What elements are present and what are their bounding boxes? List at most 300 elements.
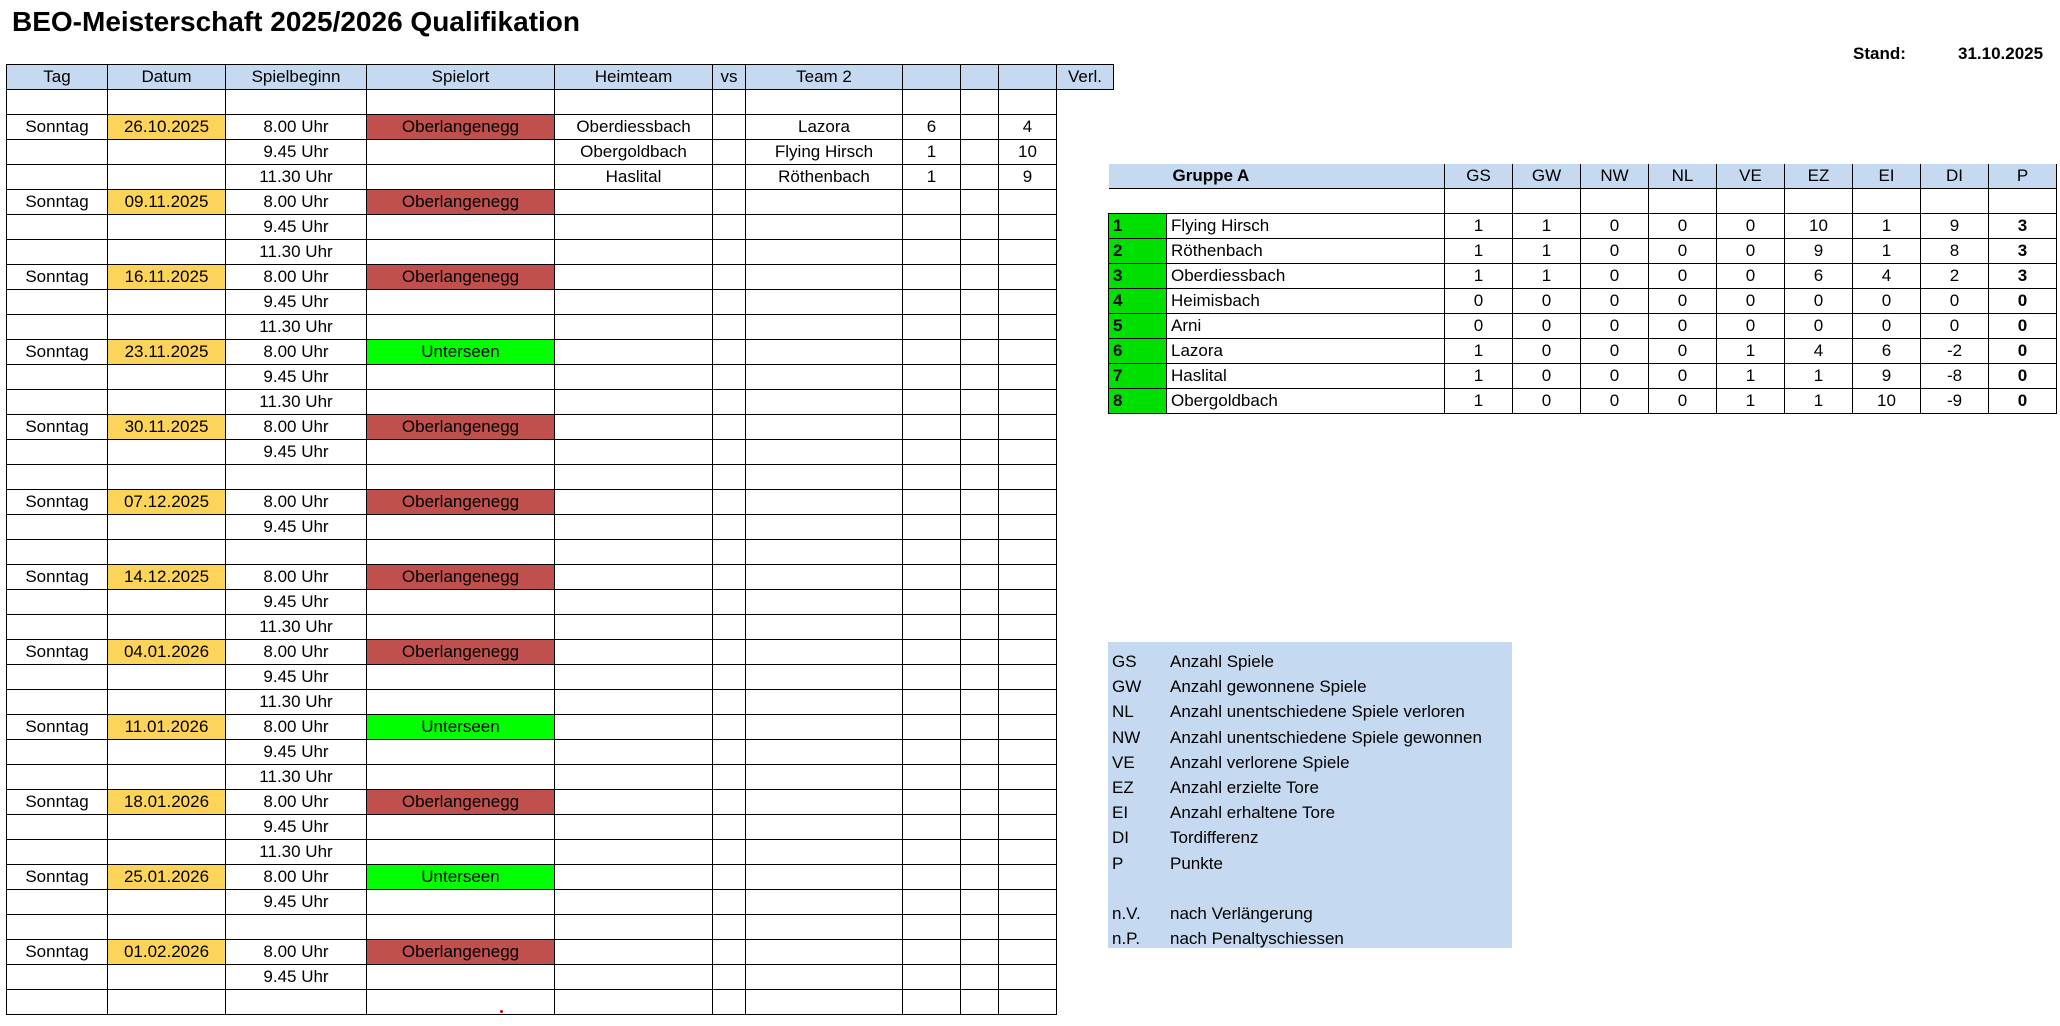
score-away-cell (999, 890, 1057, 915)
score-mid-cell (961, 515, 999, 540)
standings-row (1109, 264, 2057, 289)
home-team-cell (555, 340, 713, 365)
date-cell (108, 740, 226, 765)
home-team-cell (555, 990, 713, 1015)
overtime-cell (1057, 515, 1114, 540)
rank-cell: 3 (1109, 264, 1167, 289)
schedule-row (7, 165, 1114, 190)
score-home-cell (903, 415, 961, 440)
day-cell (7, 765, 108, 790)
score-home-cell (903, 540, 961, 565)
score-away-cell (999, 640, 1057, 665)
legend-row (1112, 902, 1313, 926)
time-cell: 8.00 Uhr (226, 415, 367, 440)
overtime-cell (1057, 965, 1114, 990)
legend-key: NW (1112, 727, 1141, 747)
day-cell (7, 215, 108, 240)
score-mid-cell (961, 665, 999, 690)
score-mid-cell (961, 190, 999, 215)
venue-cell: Unterseen (367, 715, 555, 740)
day-cell (7, 515, 108, 540)
venue-cell (367, 890, 555, 915)
away-team-cell (746, 440, 903, 465)
time-cell: 8.00 Uhr (226, 640, 367, 665)
score-mid-cell (961, 765, 999, 790)
home-team-cell (555, 940, 713, 965)
legend-row (1112, 675, 1367, 699)
score-home-cell (903, 990, 961, 1015)
day-cell (7, 615, 108, 640)
schedule-row (7, 540, 1114, 565)
stat-cell: 0 (1649, 239, 1717, 264)
away-team-cell (746, 615, 903, 640)
venue-cell (367, 665, 555, 690)
date-cell (108, 390, 226, 415)
time-cell (226, 915, 367, 940)
score-mid-cell (961, 915, 999, 940)
date-cell (108, 840, 226, 865)
stat-cell: 1 (1445, 339, 1513, 364)
schedule-row (7, 315, 1114, 340)
away-team-cell (746, 90, 903, 115)
venue-cell (367, 540, 555, 565)
legend-row (1112, 877, 1170, 901)
schedule-row (7, 190, 1114, 215)
schedule-row (7, 490, 1114, 515)
score-home-cell (903, 615, 961, 640)
schedule-row (7, 440, 1114, 465)
schedule-row (7, 590, 1114, 615)
vs-cell (713, 140, 746, 165)
home-team-cell (555, 690, 713, 715)
venue-cell (367, 365, 555, 390)
away-team-cell (746, 315, 903, 340)
vs-cell (713, 215, 746, 240)
day-cell: Sonntag (7, 415, 108, 440)
stat-cell: 0 (1989, 314, 2057, 339)
score-home-cell (903, 215, 961, 240)
score-away-cell (999, 265, 1057, 290)
spacer-cell (1989, 189, 2057, 214)
score-mid-cell (961, 590, 999, 615)
date-cell (108, 515, 226, 540)
score-away-cell (999, 965, 1057, 990)
time-cell: 11.30 Uhr (226, 240, 367, 265)
score-mid-cell (961, 640, 999, 665)
date-cell: 01.02.2026 (108, 940, 226, 965)
day-cell (7, 990, 108, 1015)
schedule-row (7, 515, 1114, 540)
score-home-cell (903, 790, 961, 815)
overtime-cell (1057, 165, 1114, 190)
home-team-cell (555, 465, 713, 490)
score-away-cell (999, 390, 1057, 415)
overtime-cell (1057, 240, 1114, 265)
vs-cell (713, 365, 746, 390)
day-cell (7, 390, 108, 415)
date-cell (108, 165, 226, 190)
venue-cell (367, 290, 555, 315)
vs-cell (713, 740, 746, 765)
away-team-cell (746, 515, 903, 540)
score-home-cell: 1 (903, 165, 961, 190)
legend-key: NL (1112, 702, 1134, 722)
score-mid-cell (961, 615, 999, 640)
score-home-cell (903, 390, 961, 415)
legend-key: GS (1112, 652, 1137, 671)
standings-header-cell: GS (1445, 164, 1513, 189)
time-cell: 8.00 Uhr (226, 715, 367, 740)
venue-cell: Oberlangenegg (367, 265, 555, 290)
overtime-cell (1057, 440, 1114, 465)
stat-cell: 0 (1717, 264, 1785, 289)
day-cell: Sonntag (7, 265, 108, 290)
stat-cell: 0 (1445, 314, 1513, 339)
vs-cell (713, 540, 746, 565)
overtime-cell (1057, 265, 1114, 290)
schedule-row (7, 140, 1114, 165)
rank-cell: 8 (1109, 389, 1167, 414)
score-mid-cell (961, 290, 999, 315)
venue-cell (367, 915, 555, 940)
overtime-cell (1057, 190, 1114, 215)
legend-desc: Anzahl verlorene Spiele (1170, 752, 1350, 772)
away-team-cell (746, 965, 903, 990)
vs-cell (713, 490, 746, 515)
stat-cell: 1 (1717, 364, 1785, 389)
score-away-cell (999, 590, 1057, 615)
day-cell (7, 140, 108, 165)
venue-cell (367, 990, 555, 1015)
schedule-row (7, 265, 1114, 290)
home-team-cell (555, 515, 713, 540)
home-team-cell (555, 790, 713, 815)
overtime-cell (1057, 865, 1114, 890)
stat-cell: 6 (1853, 339, 1921, 364)
day-cell: Sonntag (7, 190, 108, 215)
time-cell: 9.45 Uhr (226, 590, 367, 615)
time-cell (226, 540, 367, 565)
home-team-cell (555, 815, 713, 840)
stat-cell: 0 (1581, 289, 1649, 314)
score-mid-cell (961, 490, 999, 515)
stand-date: 31.10.2025 (1958, 44, 2044, 63)
red-dot-mark (500, 1010, 503, 1013)
schedule-header-cell: Team 2 (746, 65, 903, 90)
date-cell (108, 915, 226, 940)
stat-cell: 3 (1989, 214, 2057, 239)
rank-cell: 6 (1109, 339, 1167, 364)
score-away-cell (999, 690, 1057, 715)
stat-cell: -9 (1921, 389, 1989, 414)
score-mid-cell (961, 465, 999, 490)
stat-cell: 0 (1989, 289, 2057, 314)
day-cell: Sonntag (7, 490, 108, 515)
score-home-cell (903, 190, 961, 215)
team-name-cell: Röthenbach (1167, 239, 1445, 264)
score-mid-cell (961, 440, 999, 465)
home-team-cell (555, 90, 713, 115)
legend-key: VE (1112, 752, 1135, 772)
time-cell (226, 90, 367, 115)
spacer-cell (1445, 189, 1513, 214)
overtime-cell (1057, 590, 1114, 615)
overtime-cell (1057, 640, 1114, 665)
spacer-cell (1921, 189, 1989, 214)
schedule-row (7, 90, 1114, 115)
time-cell: 9.45 Uhr (226, 440, 367, 465)
legend-desc: Punkte (1170, 853, 1223, 873)
standings-row (1109, 289, 2057, 314)
overtime-cell (1057, 690, 1114, 715)
score-home-cell (903, 490, 961, 515)
venue-cell: Unterseen (367, 340, 555, 365)
time-cell (226, 465, 367, 490)
away-team-cell (746, 415, 903, 440)
stat-cell: 0 (1921, 289, 1989, 314)
score-away-cell (999, 765, 1057, 790)
home-team-cell (555, 415, 713, 440)
stat-cell: 0 (1581, 239, 1649, 264)
score-away-cell (999, 215, 1057, 240)
overtime-cell (1057, 465, 1114, 490)
score-home-cell (903, 665, 961, 690)
score-home-cell (903, 240, 961, 265)
legend-desc: nach Penaltyschiessen (1170, 929, 1344, 949)
away-team-cell (746, 940, 903, 965)
overtime-cell (1057, 115, 1114, 140)
date-cell (108, 240, 226, 265)
overtime-cell (1057, 840, 1114, 865)
score-away-cell (999, 615, 1057, 640)
schedule-row (7, 415, 1114, 440)
score-away-cell (999, 415, 1057, 440)
stand-label: Stand: (1853, 44, 1906, 63)
standings-table (1108, 164, 2057, 414)
team-name-cell: Arni (1167, 314, 1445, 339)
venue-cell (367, 240, 555, 265)
score-away-cell (999, 565, 1057, 590)
day-cell (7, 915, 108, 940)
stat-cell: 0 (1581, 364, 1649, 389)
score-away-cell (999, 315, 1057, 340)
score-away-cell (999, 465, 1057, 490)
venue-cell (367, 815, 555, 840)
venue-cell (367, 765, 555, 790)
day-cell (7, 290, 108, 315)
stat-cell: 0 (1581, 389, 1649, 414)
date-cell: 14.12.2025 (108, 565, 226, 590)
home-team-cell (555, 190, 713, 215)
time-cell: 8.00 Uhr (226, 865, 367, 890)
away-team-cell (746, 340, 903, 365)
team-name-cell: Obergoldbach (1167, 389, 1445, 414)
legend-key: n.V. (1112, 904, 1141, 923)
schedule-header-cell: Spielort (367, 65, 555, 90)
stat-cell: 8 (1921, 239, 1989, 264)
schedule-header-cell: Tag (7, 65, 108, 90)
score-home-cell (903, 690, 961, 715)
venue-cell (367, 590, 555, 615)
stat-cell: 9 (1921, 214, 1989, 239)
overtime-cell (1057, 340, 1114, 365)
score-home-cell (903, 265, 961, 290)
stat-cell: 0 (1649, 364, 1717, 389)
stat-cell: 0 (1649, 314, 1717, 339)
stat-cell: 1 (1717, 389, 1785, 414)
score-mid-cell (961, 390, 999, 415)
score-mid-cell (961, 540, 999, 565)
venue-cell: Oberlangenegg (367, 940, 555, 965)
day-cell (7, 665, 108, 690)
vs-cell (713, 465, 746, 490)
venue-cell: Oberlangenegg (367, 565, 555, 590)
stat-cell: 0 (1785, 314, 1853, 339)
stat-cell: 2 (1921, 264, 1989, 289)
score-away-cell (999, 190, 1057, 215)
overtime-cell (1057, 665, 1114, 690)
score-mid-cell (961, 140, 999, 165)
venue-cell: Oberlangenegg (367, 790, 555, 815)
vs-cell (713, 615, 746, 640)
stat-cell: 0 (1921, 314, 1989, 339)
score-away-cell (999, 840, 1057, 865)
vs-cell (713, 115, 746, 140)
schedule-row (7, 390, 1114, 415)
home-team-cell (555, 640, 713, 665)
time-cell: 8.00 Uhr (226, 790, 367, 815)
overtime-cell (1057, 365, 1114, 390)
time-cell: 8.00 Uhr (226, 115, 367, 140)
overtime-cell (1057, 90, 1114, 115)
rank-cell: 7 (1109, 364, 1167, 389)
rank-cell: 4 (1109, 289, 1167, 314)
away-team-cell (746, 890, 903, 915)
day-cell (7, 240, 108, 265)
time-cell: 8.00 Uhr (226, 265, 367, 290)
stat-cell: 0 (1513, 389, 1581, 414)
score-away-cell: 4 (999, 115, 1057, 140)
away-team-cell (746, 215, 903, 240)
venue-cell (367, 215, 555, 240)
date-cell (108, 440, 226, 465)
venue-cell (367, 840, 555, 865)
time-cell: 9.45 Uhr (226, 140, 367, 165)
spacer-cell (1109, 189, 1445, 214)
score-away-cell (999, 790, 1057, 815)
stat-cell: 0 (1513, 289, 1581, 314)
schedule-row (7, 215, 1114, 240)
score-mid-cell (961, 340, 999, 365)
legend-desc: Anzahl Spiele (1170, 652, 1274, 671)
schedule-header-cell: Datum (108, 65, 226, 90)
stat-cell: 0 (1649, 289, 1717, 314)
home-team-cell (555, 490, 713, 515)
stat-cell: 0 (1581, 314, 1649, 339)
score-away-cell (999, 490, 1057, 515)
stat-cell: 0 (1513, 364, 1581, 389)
date-cell (108, 615, 226, 640)
overtime-cell (1057, 740, 1114, 765)
venue-cell: Unterseen (367, 865, 555, 890)
home-team-cell (555, 890, 713, 915)
date-cell (108, 665, 226, 690)
legend-key: GW (1112, 677, 1142, 697)
schedule-row (7, 790, 1114, 815)
schedule-header-row (7, 65, 1114, 90)
away-team-cell (746, 690, 903, 715)
home-team-cell (555, 765, 713, 790)
schedule-row (7, 815, 1114, 840)
standings-header-cell: NW (1581, 164, 1649, 189)
stat-cell: 0 (1717, 214, 1785, 239)
vs-cell (713, 690, 746, 715)
home-team-cell (555, 740, 713, 765)
legend-key: EI (1112, 803, 1129, 823)
score-mid-cell (961, 415, 999, 440)
day-cell: Sonntag (7, 790, 108, 815)
stat-cell: 0 (1717, 289, 1785, 314)
legend-key: EZ (1112, 778, 1134, 797)
stat-cell: 1 (1445, 389, 1513, 414)
score-home-cell (903, 340, 961, 365)
standings-spacer-row (1109, 189, 2057, 214)
schedule-header-cell: vs (713, 65, 746, 90)
away-team-cell (746, 865, 903, 890)
overtime-cell (1057, 815, 1114, 840)
rank-cell: 2 (1109, 239, 1167, 264)
date-cell (108, 765, 226, 790)
vs-cell (713, 415, 746, 440)
time-cell: 9.45 Uhr (226, 665, 367, 690)
score-mid-cell (961, 740, 999, 765)
date-cell (108, 965, 226, 990)
day-cell: Sonntag (7, 865, 108, 890)
score-mid-cell (961, 990, 999, 1015)
day-cell (7, 590, 108, 615)
score-mid-cell (961, 690, 999, 715)
legend-desc: Tordifferenz (1170, 828, 1259, 848)
schedule-table (6, 64, 1114, 1015)
date-cell (108, 90, 226, 115)
day-cell (7, 90, 108, 115)
home-team-cell (555, 565, 713, 590)
score-away-cell: 9 (999, 165, 1057, 190)
standings-row (1109, 239, 2057, 264)
away-team-cell (746, 565, 903, 590)
stat-cell: 0 (1853, 314, 1921, 339)
schedule-row (7, 640, 1114, 665)
spacer-cell (1717, 189, 1785, 214)
time-cell (226, 990, 367, 1015)
score-mid-cell (961, 890, 999, 915)
score-away-cell (999, 740, 1057, 765)
date-cell (108, 140, 226, 165)
score-home-cell: 6 (903, 115, 961, 140)
legend-key: P (1112, 853, 1124, 873)
stat-cell: 0 (1513, 314, 1581, 339)
standings-row (1109, 339, 2057, 364)
legend-row (1112, 650, 1274, 674)
legend-desc: Anzahl unentschiedene Spiele gewonnen (1170, 727, 1482, 747)
home-team-cell (555, 915, 713, 940)
overtime-cell (1057, 565, 1114, 590)
vs-cell (713, 390, 746, 415)
away-team-cell (746, 540, 903, 565)
time-cell: 9.45 Uhr (226, 365, 367, 390)
stat-cell: 1 (1785, 364, 1853, 389)
standings-header-cell: NL (1649, 164, 1717, 189)
